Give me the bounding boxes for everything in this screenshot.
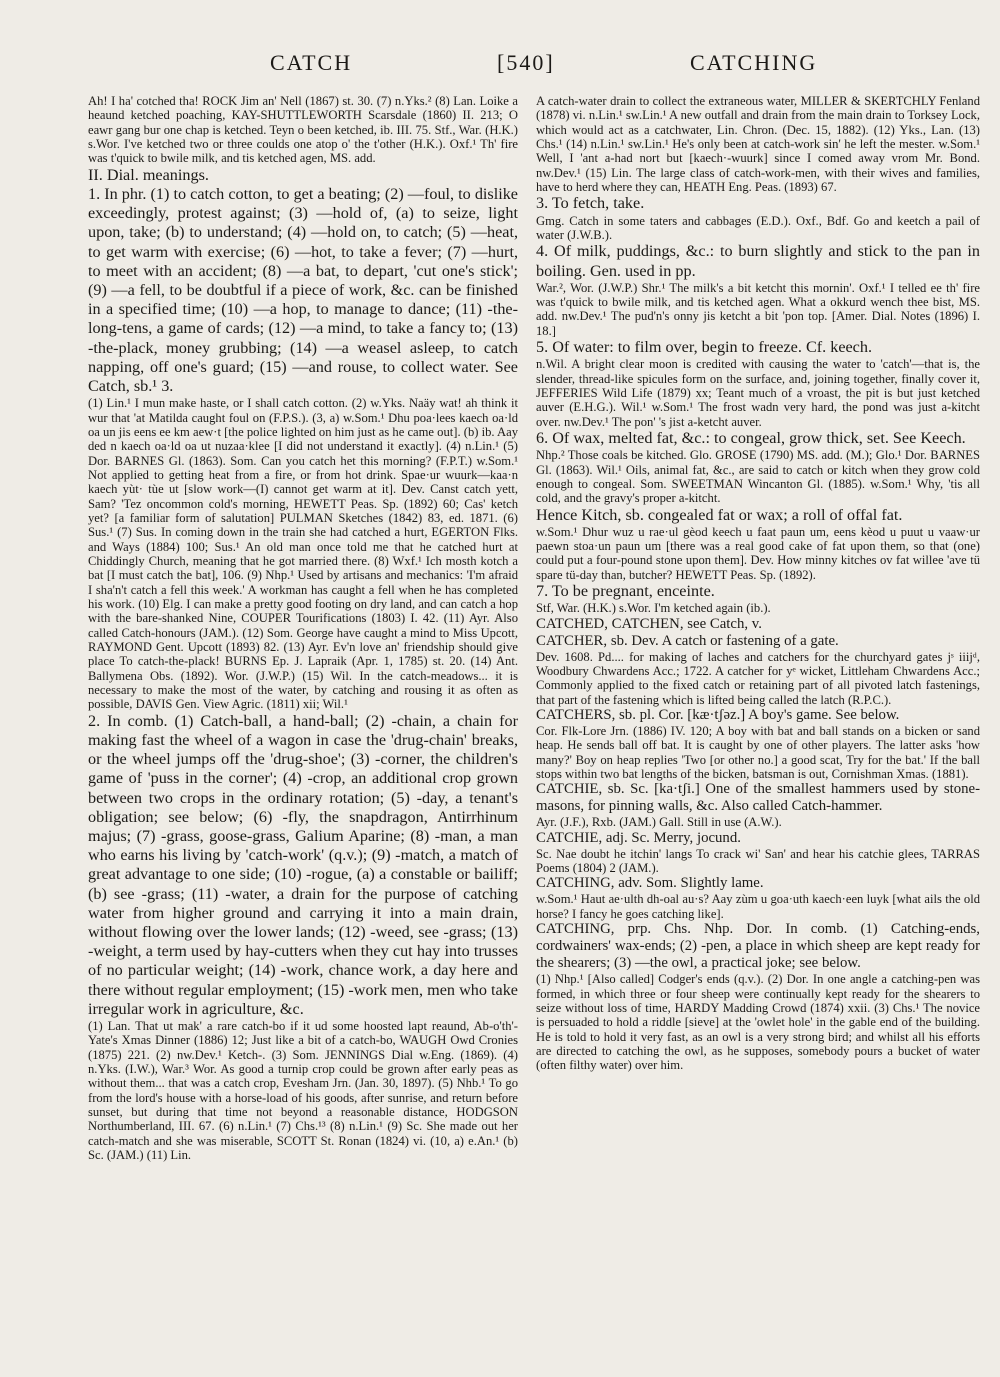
citation-paragraph: Gmg. Catch in some taters and cabbages (E.D.). Oxf., Bdf. Go and keetch a pail of water (J.W.B.). (536, 213, 980, 242)
citation-paragraph: Nhp.² Those coals be kitched. Glo. GROSE (1790) MS. add. (M.); Glo.¹ Dor. BARNES Gl. (1863). Wil.¹ Oils, animal fat, &c., are said to catch or kitch when they grow cold enough to congeal. Som. SWEETMAN Wincanton Gl. (1885). w.Som.¹ Why, 'tis all cold, and the gravy's proper a-kitcht. (536, 448, 980, 506)
entry-headword-paragraph: CATCHING, adv. Som. Slightly lame. (536, 875, 764, 892)
sense-definition-paragraph: 7. To be pregnant, enceinte. (536, 582, 715, 601)
citation-paragraph: Ayr. (J.F.), Rxb. (JAM.) Gall. Still in use (A.W.). (536, 815, 782, 830)
right-column (536, 94, 980, 1279)
sense-definition-paragraph: 5. Of water: to film over, begin to freeze. Cf. keech. (536, 338, 873, 357)
citation-paragraph: Stf, War. (H.K.) s.Wor. I'm ketched again (ib.). (536, 601, 771, 616)
citation-paragraph: w.Som.¹ Haut ae·ulth dh-oal au·s? Aay zùm u goa·uth kaech·een luyk [what ails the old horse? I fancy he goes catching like]. (536, 892, 980, 921)
citation-paragraph: A catch-water drain to collect the extraneous water, MILLER & SKERTCHLY Fenland (1878) vi. n.Lin.¹ sw.Lin.¹ A new outfall and drain from the main drain to Torksey Lock, which would act as a catchwater, Lin. Chron. (Dec. 15, 1882). (12) Yks., Lan. (13) Chs.¹ (14) n.Lin.¹ sw.Lin.¹ He's only been at catch-work sin' he left the mester. w.Som.¹ Well, I 'ant a-had nort but [kaech·-wuurk] since I comed away vrom Mr. Bond. nw.Dev.¹ (15) Lin. The large class of catch-work-men, with their wives and families, have to herd where they can, HEATH Eng. Peas. (1893) 67. (536, 94, 980, 195)
entry-headword-paragraph: CATCHERS, sb. pl. Cor. [kæ·tʃəz.] A boy's game. See below. (536, 707, 900, 724)
citation-paragraph: Cor. Flk-Lore Jrn. (1886) IV. 120; A boy with bat and ball stands on a bicken or sand heap. He sends ball off bat. It is caught by one of other players. The latter asks 'how many?' Boy on heap replies 'Two [or other no.] a good scat, Try for the bat.' If the ball stops within two bat lengths of the bicken, batsman is out, Cornishman Xmas. (1881). (536, 724, 980, 782)
sense-definition-paragraph: 2. In comb. (1) Catch-ball, a hand-ball; (2) -chain, a chain for making fast the wheel of a wagon in case the 'drug-chain' breaks, or the wheel jumps off the 'drug-shoe'; (3) -corner, the children's game of 'puss in the corner'; (4) -crop, an additional crop grown between two crops in the ordinary rotation; (5) -day, a tenant's obligation; see below; (6) -fly, the snapdragon, Antirrhinum majus; (7) -grass, goose-grass, Galium Aparine; (8) -man, a man who earns his living by 'catch-work' (q.v.); (9) -match, a match of great advantage to one side; (10) -rogue, (a) a constable or bailiff; (b) see -grass; (11) -water, a drain for the purpose of catching water from higher ground and carrying it into a main drain, without flowing over the lower lands; (12) -weed, see -grass; (13) -weight, a term used by hay-cutters when they cut hay into trusses of no particular weight; (14) -work, chance work, a day here and there without regular employment; (15) -work men, men who take irregular work in agriculture, &c. (88, 711, 518, 1018)
citation-paragraph: War.², Wor. (J.W.P.) Shr.¹ The milk's a bit ketcht this mornin'. Oxf.¹ I telled ee th' fire was t'quick to bwile milk, and tis ketched agen. What a okkurd wench thee bist, MS. add. nw.Dev.¹ The pud'n's onny jis ketcht a bit 'pon top. [Amer. Dial. Notes (1896) I. 18.] (536, 280, 980, 338)
sense-definition-paragraph: 1. In phr. (1) to catch cotton, to get a beating; (2) —foul, to dislike exceedingly, protest against; (3) —hold of, (a) to seize, light upon, take; (b) to understand; (4) —hold on, to catch; (5) —heat, to get warm with exercise; (6) —hot, to take a fever; (7) —hurt, to meet with an accident; (8) —a bat, to depart, 'cut one's stick'; (9) —a fell, to be doubtful if a piece of work, &c. can be finished in a specified time; (10) —a hop, to manage to dance; (11) -the-long-tens, a game of cards; (12) —a mind, to take a fancy to; (13) -the-plack, money grubbing; (14) —a weasel asleep, to catch napping, off one's guard; (15) —and rouse, to collect water. See Catch, sb.¹ 3. (88, 184, 518, 395)
entry-headword-paragraph: CATCHING, prp. Chs. Nhp. Dor. In comb. (1) Catching-ends, cordwainers' wax-ends; (2) -pen, a place in which sheep are kept ready for the shearers; (3) —the owl, a practical joke; see below. (536, 921, 980, 972)
header-right-guideword: CATCHING (690, 50, 818, 75)
entry-headword-paragraph: CATCHIE, adj. Sc. Merry, jocund. (536, 829, 741, 846)
citation-paragraph: (1) Lan. That ut mak' a rare catch-bo if it ud some hoosted lapt reaund, Ab-o'th'-Yate's Xmas Dinner (1886) 12; Just like a bit of a catch-bo, WAUGH Owd Cronies (1875) 221. (2) nw.Dev.¹ Ketch-. (3) Som. JENNINGS Dial w.Eng. (1869). (4) n.Yks. (I.W.), War.³ Wor. As good a turnip crop could be grown after early peas as without them... that was a catch crop, Evesham Jrn. (Jan. 30, 1897). (5) Nhb.¹ To go from the lord's house with a horse-load of his goods, after sunrise, and return before sunset, but during that time not beyond a reasonable distance, HODGSON Northumberland, III. 67. (6) n.Lin.¹ (7) Chs.¹³ (8) n.Lin.¹ (9) Sc. She made out her catch-match and she was miserable, SCOTT St. Ronan (1824) vi. (10, a) e.An.¹ (b) Sc. (JAM.) (11) Lin. (88, 1018, 518, 1163)
sense-definition-paragraph: 3. To fetch, take. (536, 194, 645, 213)
citation-paragraph: Dev. 1608. Pd.... for making of laches and catchers for the churchyard gates jˢ iiijᵈ, Woodbury Chwardens Acc.; 1722. A catcher for yᵉ wicket, Littleham Chwardens Acc.; Commonly applied to the fixed catch or retaining part of all pivoted latch fastenings, that part of the fastening which is lifted being called the latch (R.P.C.). (536, 649, 980, 707)
entry-headword-paragraph: CATCHED, CATCHEN, see Catch, v. (536, 615, 762, 632)
citation-paragraph: w.Som.¹ Dhur wuz u rae·ul gèod keech u faat paun um, eens kèod u puut u vaaw·ur paewn stoa·un paun um [there was a real good cake of fat upon them, so that (one) could put a four-pound stone upon them]. Dev. How minny kitches ov fat willee 'ave tü spare tü-day than, butcher? HEWETT Peas. Sp. (1892). (536, 524, 980, 582)
sense-definition-paragraph: 6. Of wax, melted fat, &c.: to congeal, grow thick, set. See Keech. (536, 429, 966, 447)
citation-paragraph: (1) Lin.¹ I mun make haste, or I shall catch cotton. (2) w.Yks. Naäy wat! ah think it wur that 'at Matilda caught foul on (F.P.S.). (3, a) w.Som.¹ Dhu poa·lees kaech oa·ld oa un jis eens ee km aew·t [the police lighted on him just as he came out]. (b) ib. Aay ded n kaech oa·ld oa ut nuzaa·klee [I did not understand it exactly]. (4) n.Lin.¹ (5) Dor. BARNES Gl. (1863). Som. Can you catch het this morning? (F.P.T.) w.Som.¹ Not applied to getting heat from a fire, or from hot drink. Spae·ur wuurk—kaa·n kaech yùt· tùe ut [slow work—(I) cannot get warm at it]. Dev. Canst catch yett, Sam? 'Tez oncommon cold's morning, HEWETT Peas. Sp. (1892) 60; Cas' ketch yet? [a familiar form of salutation] PULMAN Sketches (1842) 83, ed. 1871. (6) Sus.¹ (7) Sus. In coming down in the train she had catched a hurt, EGERTON Flks. and Ways (1884) 100; Sus.¹ An old man once told me that he catched hurt at Chiddingly Church, meaning that he got married there. (8) Wxf.¹ Ich mosth kotch a bat [I must catch the bat], 106. (9) Nhp.¹ Used by artisans and mechanics: 'I'm afraid I sha'n't catch a fell this week.' A workman has caught a fell when he has completed his work. (10) Elg. I can make a pretty good footing on dry land, and can catch a hop with the bare-shanked Nine, COUPER Tourifications (1803) I. 42. (11) Ayr. Also called Catch-honours (JAM.). (12) Som. George have caught a mind to Miss Upcott, RAYMOND Gent. Upcott (1893) 82. (13) Ayr. Ev'n love an' friendship should give place To catch-the-plack! BURNS Ep. J. Lapraik (Apr. 1, 1785) st. 20. (14) Ant. Ballymena Obs. (1892). Wor. (J.W.P.) (15) Wil. In the catch-meadows... it is necessary to make the most of the water, by catching and rousing it as often as possible, DAVIS Gen. View Agric. (1811) xii; Wil.¹ (88, 396, 518, 712)
entry-headword-paragraph: CATCHIE, sb. Sc. [ka·tʃi.] One of the smallest hammers used by stone-masons, for pinning walls, &c. Also called Catch-hammer. (536, 781, 980, 815)
sense-definition-paragraph: Hence Kitch, sb. congealed fat or wax; a roll of offal fat. (536, 505, 903, 524)
left-column (88, 94, 518, 1279)
sense-definition-paragraph: 4. Of milk, puddings, &c.: to burn slightly and stick to the pan in boiling. Gen. used in pp. (536, 242, 980, 280)
citation-paragraph: n.Wil. A bright clear moon is credited with causing the water to 'catch'—that is, the slender, thread-like spicules form on the surface, and, joining together, finally cover it, JEFFERIES Wild Life (1879) xx; Teant much of a vroast, the pit is but just ketched auver (E.H.G.). Wil.¹ w.Som.¹ The frost wadn very hard, the pond was just a-kitcht over. nw.Dev.¹ The pon' 's jist a-ketcht auver. (536, 357, 980, 429)
running-header (0, 50, 1000, 90)
page-number: [540] (497, 50, 555, 75)
header-left-guideword: CATCH (270, 50, 353, 75)
citation-paragraph: (1) Nhp.¹ [Also called] Codger's ends (q.v.). (2) Dor. In one angle a catching-pen was formed, in which three or four sheep were continually kept ready for the shearers to seize without loss of time, HARDY Madding Crowd (1874) xxii. (3) Chs.¹ The novice is persuaded to hold a riddle [sieve] at the 'owlet hole' in the gable end of the building. He is told to hold it very fast, as an owl is a very strong bird; and whilst all his efforts are directed to catching the owl, as he supposes, somebody pours a bucket of water (often filthy water) over him. (536, 972, 980, 1073)
citation-paragraph: Ah! I ha' cotched tha! ROCK Jim an' Nell (1867) st. 30. (7) n.Yks.² (8) Lan. Loike a heaund ketched poaching, KAY-SHUTTLEWORTH Scarsdale (1860) II. 213; O eawr gang bur one chap is ketched. Teyn o been ketched, ib. III. 75. Stf., War. (H.K.) s.Wor. I've ketched two or three coulds one atop o' the t'other (H.K.). Oxf.¹ Th' fire was t'quick to bwile milk, and tis ketched agen, MS. add. (88, 94, 518, 166)
citation-paragraph: Sc. Nae doubt he itchin' langs To crack wi' San' and hear his catchie glees, TARRAS Poems (1804) 2 (JAM.). (536, 846, 980, 876)
sense-definition-paragraph: II. Dial. meanings. (88, 165, 209, 184)
entry-headword-paragraph: CATCHER, sb. Dev. A catch or fastening of a gate. (536, 632, 839, 649)
